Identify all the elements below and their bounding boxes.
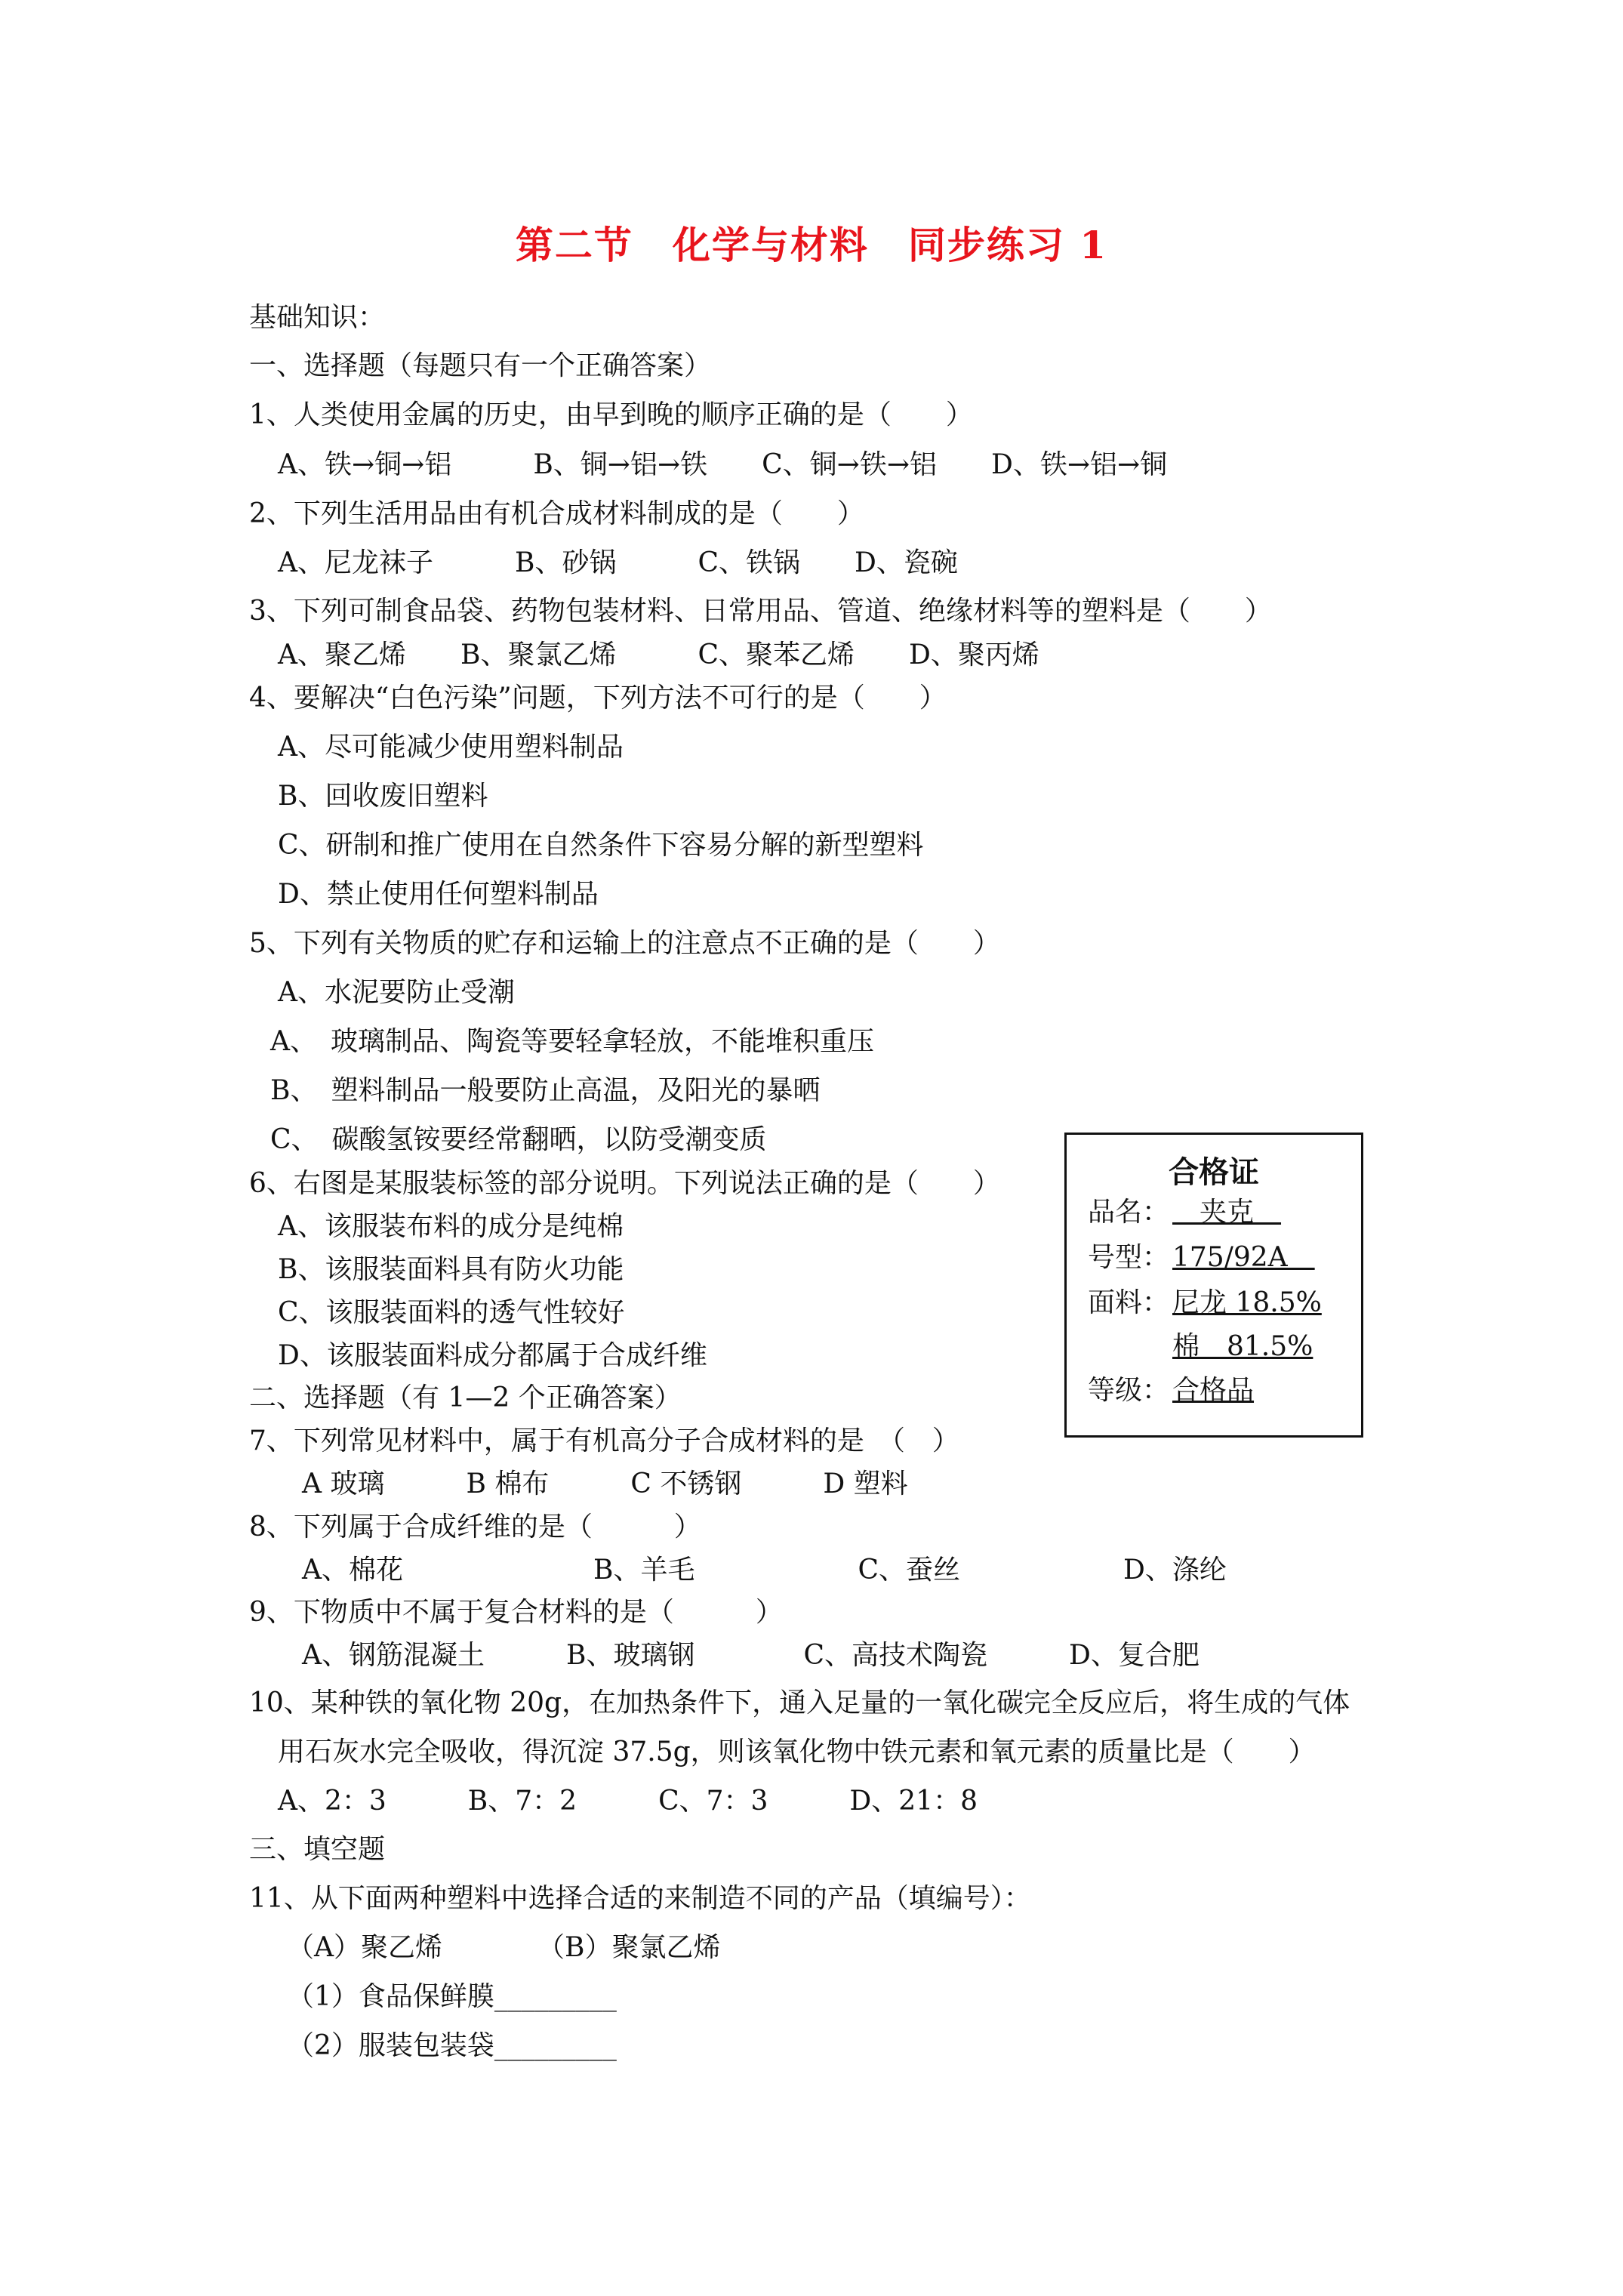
answer-option: A、该服装布料的成分是纯棉 <box>278 1211 624 1242</box>
answer-options: A、铁→铜→铝 B、铜→铝→铁 C、铜→铁→铝 D、铁→铝→铜 <box>278 449 1168 480</box>
answer-options: A、聚乙烯 B、聚氯乙烯 C、聚苯乙烯 D、聚丙烯 <box>278 639 1039 670</box>
label-card-title: 合格证 <box>1169 1154 1259 1190</box>
answer-options: A、棉花 B、羊毛 C、蚕丝 D、涤纶 <box>302 1555 1227 1586</box>
fill-blank-item: （2）服装包装袋_________ <box>287 2030 617 2061</box>
answer-options: A、钢筋混凝土 B、玻璃钢 C、高技术陶瓷 D、复合肥 <box>302 1640 1200 1671</box>
answer-option: A、 玻璃制品、陶瓷等要轻拿轻放，不能堆积重压 <box>270 1026 874 1057</box>
section-heading: 一、选择题（每题只有一个正确答案） <box>249 350 712 381</box>
question-text: 用石灰水完全吸收，得沉淀 37.5g，则该氧化物中铁元素和氧元素的质量比是（ ） <box>278 1737 1316 1767</box>
section-heading: 基础知识： <box>249 302 386 333</box>
question-text: 4、要解决“白色污染”问题，下列方法不可行的是（ ） <box>249 683 947 713</box>
answer-options: （A）聚乙烯 （B）聚氯乙烯 <box>287 1932 721 1963</box>
answer-option: A、尽可能减少使用塑料制品 <box>278 732 624 763</box>
page-title: 第二节 化学与材料 同步练习 1 <box>515 223 1108 267</box>
label-name-key: 品名： <box>1088 1197 1170 1228</box>
label-fabric-value: 尼龙 18.5% <box>1172 1287 1322 1318</box>
question-text: 5、下列有关物质的贮存和运输上的注意点不正确的是（ ） <box>249 928 1000 959</box>
question-text: 6、右图是某服装标签的部分说明。下列说法正确的是（ ） <box>249 1168 1000 1199</box>
question-text: 8、下列属于合成纤维的是（ ） <box>249 1512 701 1542</box>
answer-options: A 玻璃 B 棉布 C 不锈钢 D 塑料 <box>302 1469 908 1499</box>
question-text: 3、下列可制食品袋、药物包装材料、日常用品、管道、绝缘材料等的塑料是（ ） <box>249 596 1272 627</box>
label-fabric-value: 棉 81.5% <box>1172 1331 1313 1362</box>
answer-option: A、水泥要防止受潮 <box>278 977 515 1008</box>
question-text: 10、某种铁的氧化物 20g，在加热条件下，通入足量的一氧化碳完全反应后，将生成的气体 <box>249 1687 1350 1718</box>
question-text: 1、人类使用金属的历史，由早到晚的顺序正确的是（ ） <box>249 399 973 430</box>
label-name-value: 夹克 <box>1172 1197 1282 1228</box>
answer-options: A、2：3 B、7：2 C、7：3 D、21：8 <box>278 1786 978 1817</box>
question-text: 9、下物质中不属于复合材料的是（ ） <box>249 1597 783 1628</box>
question-text: 11、从下面两种塑料中选择合适的来制造不同的产品（填编号）： <box>249 1883 1031 1914</box>
answer-option: B、回收废旧塑料 <box>278 781 488 812</box>
section-heading: 二、选择题（有 1—2 个正确答案） <box>249 1382 682 1413</box>
label-grade-value: 合格品 <box>1172 1375 1255 1406</box>
answer-option: D、该服装面料成分都属于合成纤维 <box>278 1340 707 1371</box>
answer-option: C、研制和推广使用在自然条件下容易分解的新型塑料 <box>278 830 924 861</box>
answer-option: C、 碳酸氢铵要经常翻晒，以防受潮变质 <box>270 1124 767 1155</box>
section-heading: 三、填空题 <box>249 1834 386 1865</box>
label-model-key: 号型： <box>1088 1242 1170 1273</box>
question-text: 2、下列生活用品由有机合成材料制成的是（ ） <box>249 498 864 529</box>
fill-blank-item: （1）食品保鲜膜_________ <box>287 1981 617 2012</box>
label-grade-key: 等级： <box>1088 1375 1170 1406</box>
answer-options: A、尼龙袜子 B、砂锅 C、铁锅 D、瓷碗 <box>278 547 958 578</box>
garment-label-card <box>1064 1133 1363 1438</box>
label-model-value: 175/92A <box>1172 1242 1315 1273</box>
answer-option: B、 塑料制品一般要防止高温，及阳光的暴晒 <box>270 1075 821 1106</box>
question-text: 7、下列常见材料中，属于有机高分子合成材料的是 （ ） <box>249 1425 959 1456</box>
answer-option: C、该服装面料的透气性较好 <box>278 1297 625 1328</box>
label-fabric-key: 面料： <box>1088 1287 1170 1318</box>
answer-option: D、禁止使用任何塑料制品 <box>278 879 599 910</box>
answer-option: B、该服装面料具有防火功能 <box>278 1254 624 1285</box>
